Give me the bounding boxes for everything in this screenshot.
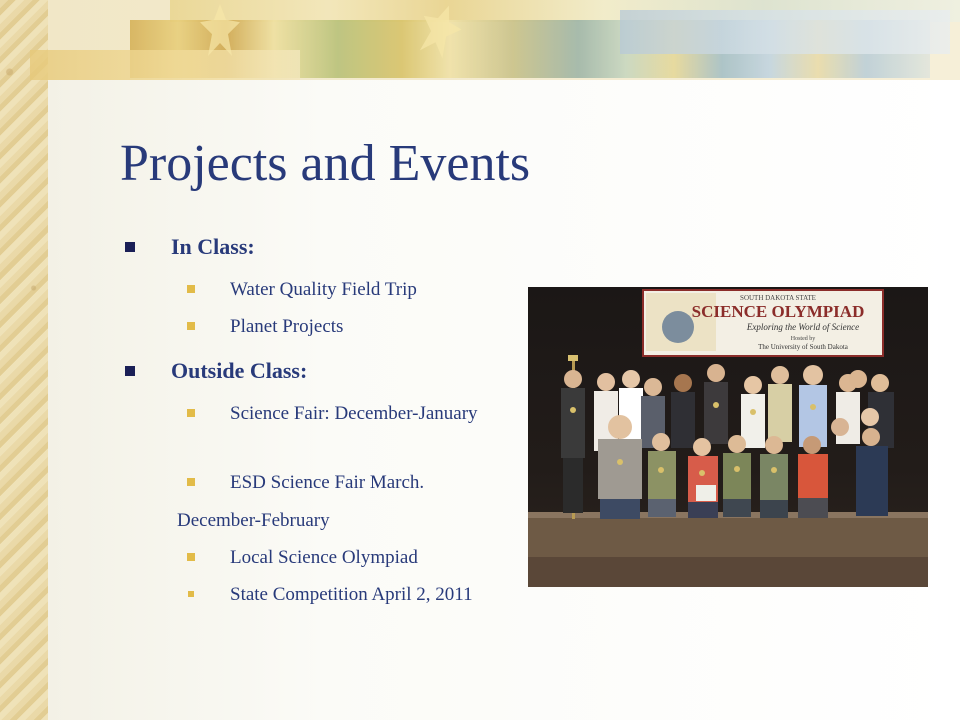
sub-bullet-icon: [187, 478, 195, 486]
slide-title: Projects and Events: [120, 135, 531, 192]
parchment-strip: [0, 0, 48, 720]
banner-line-3: Exploring the World of Science: [746, 322, 860, 332]
section-heading: In Class:: [171, 234, 255, 259]
sub-bullet-icon: [187, 322, 195, 330]
group-photo: [528, 287, 928, 587]
section-heading: Outside Class:: [171, 358, 308, 383]
banner-line-2: SCIENCE OLYMPIAD: [691, 302, 865, 321]
banner-line-1: SOUTH DAKOTA STATE: [740, 294, 816, 302]
list-item: ESD Science Fair March.: [230, 472, 425, 493]
gold-texture-panel: [30, 50, 300, 80]
photo-illustration: [528, 287, 928, 587]
list-item: State Competition April 2, 2011: [230, 584, 473, 605]
plain-line: December-February: [177, 510, 330, 531]
bullet-square-icon: [125, 366, 135, 376]
bullet-square-icon: [125, 242, 135, 252]
list-item: Local Science Olympiad: [230, 547, 418, 568]
banner-line-4: Hosted by: [790, 336, 816, 342]
sub-bullet-icon: [187, 285, 195, 293]
list-item: Water Quality Field Trip: [230, 279, 417, 300]
sub-bullet-icon: [187, 553, 195, 561]
blue-texture-panel: [620, 10, 950, 54]
list-item: Science Fair: December-January: [230, 403, 478, 424]
list-item: Planet Projects: [230, 316, 344, 337]
banner-line-5: The University of South Dakota: [758, 343, 848, 351]
sub-bullet-icon: [188, 591, 194, 597]
sub-bullet-icon: [187, 409, 195, 417]
